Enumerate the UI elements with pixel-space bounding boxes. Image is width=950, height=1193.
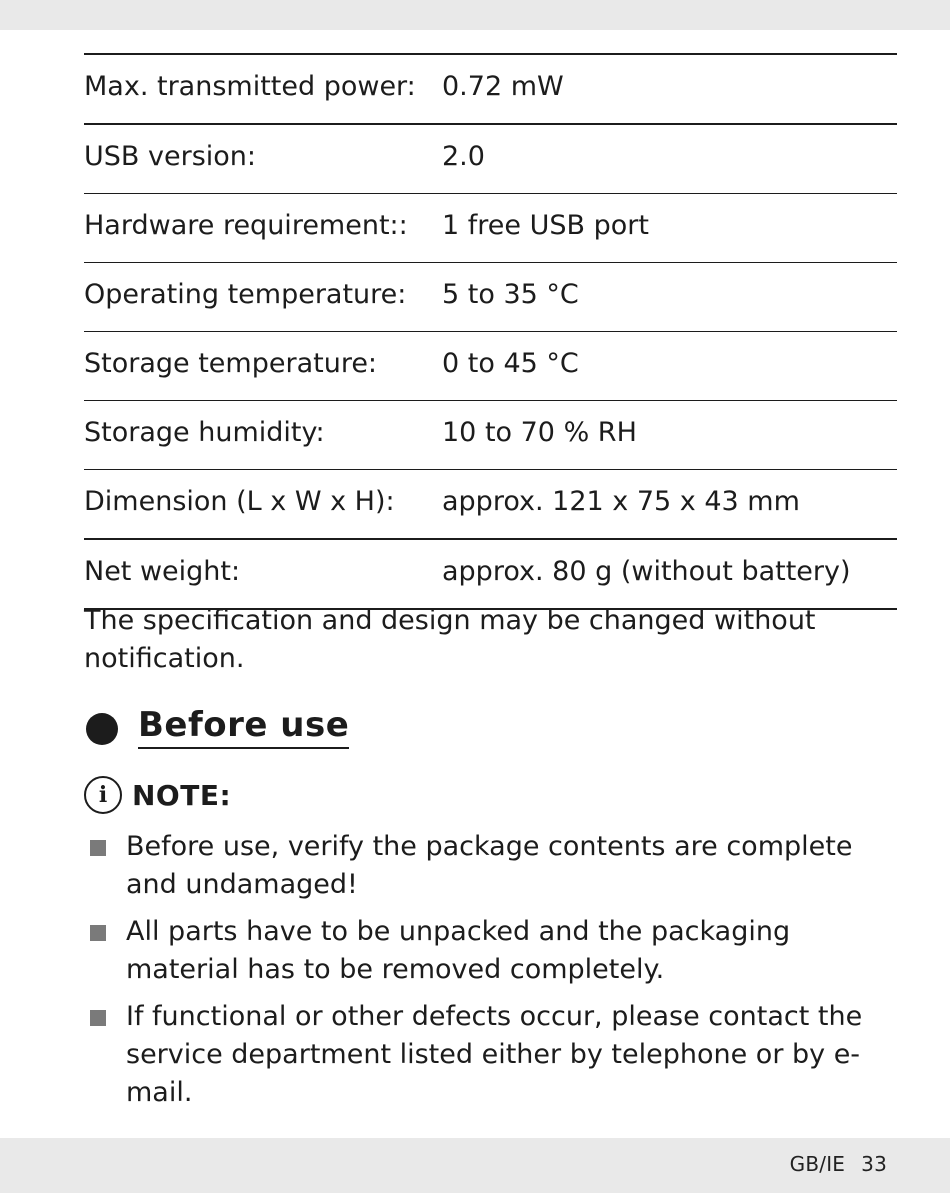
spec-label: Max. transmitted power:	[84, 70, 416, 102]
spec-label: Storage temperature:	[84, 347, 378, 379]
list-item	[86, 913, 886, 989]
spec-value: 5 to 35 °C	[442, 278, 579, 310]
info-icon: i	[84, 776, 122, 814]
table-row	[84, 263, 897, 332]
footer-region: GB/IE	[789, 1152, 846, 1176]
spec-label: Net weight:	[84, 555, 241, 587]
section-heading	[86, 705, 350, 749]
square-bullet-icon	[90, 840, 106, 856]
spec-value: 2.0	[442, 140, 485, 172]
square-bullet-icon	[90, 925, 106, 941]
spec-value: approx. 80 g (without battery)	[442, 555, 851, 587]
table-row	[84, 54, 897, 124]
specification-disclaimer: The specification and design may be changed without notification.	[84, 605, 816, 674]
section-title: Before use	[138, 708, 349, 749]
square-bullet-icon	[90, 1010, 106, 1026]
note-text: Before use, verify the package contents are complete and undamaged!	[126, 831, 853, 900]
page-footer	[790, 1152, 887, 1176]
table-row	[84, 539, 897, 609]
spec-label: Storage humidity:	[84, 416, 325, 448]
page-number: 33	[861, 1152, 887, 1176]
note-text: All parts have to be unpacked and the packaging material has to be removed completely.	[126, 916, 791, 985]
table-row	[84, 332, 897, 401]
spec-value: 0.72 mW	[442, 70, 564, 102]
note-list	[86, 828, 886, 1121]
spec-value: 1 free USB port	[442, 209, 649, 241]
note-heading	[84, 776, 231, 814]
table-row	[84, 194, 897, 263]
spec-label: USB version:	[84, 140, 256, 172]
table-row	[84, 124, 897, 194]
table-row	[84, 401, 897, 470]
note-text: If functional or other defects occur, please contact the service department listed either by telephone or by e-mail.	[126, 1001, 863, 1108]
table-row	[84, 470, 897, 540]
spec-value: 0 to 45 °C	[442, 347, 579, 379]
spec-value: approx. 121 x 75 x 43 mm	[442, 485, 800, 517]
spec-label: Dimension (L x W x H):	[84, 485, 395, 517]
spec-label: Hardware requirement::	[84, 209, 408, 241]
page-top-band	[0, 0, 950, 30]
list-item	[86, 828, 886, 904]
spec-value: 10 to 70 % RH	[442, 416, 637, 448]
section-bullet-icon	[86, 713, 118, 745]
list-item	[86, 998, 886, 1112]
note-label: NOTE:	[132, 778, 232, 812]
spec-label: Operating temperature:	[84, 278, 407, 310]
spec-table	[84, 53, 897, 610]
